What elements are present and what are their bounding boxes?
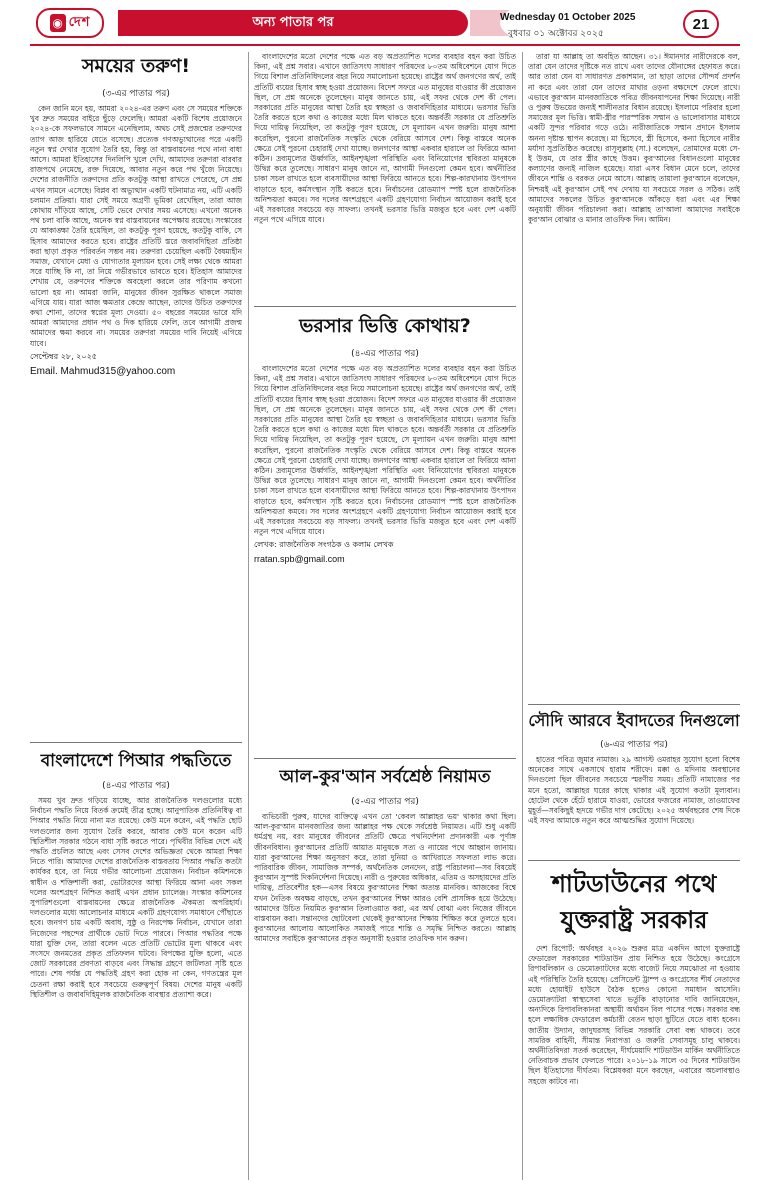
article-divider — [254, 758, 516, 759]
author-email[interactable]: Email. Mahmud315@yahoo.com — [30, 365, 176, 377]
date-english: Wednesday 01 October 2025 — [500, 12, 636, 23]
article-paragraph: কেন জানি মনে হয়, আমরা ২০২৪-এর তরুণ এবং সে সময়ের শক্তিকে খুব দ্রুত সময়ের বাইরে ছুঁড়ে ফেলেছি। আমরা একটি বিশেষ প্রয়োজনে ২০২৪-কে সফলভাবে সামনে এনেছিলাম, অথচ সেই প্রজন্মের তরুণদের ত্যাগ আজ হারিয়ে যেতে বসেছে। প্রত্যেক গণঅভ্যুত্থানের পরে একটি নতুন স্বপ্ন দেখার সুযোগ তৈরি হয়, কিন্তু তা বাস্তবায়নের পথে নানা বাধা আসে। আমরা ইতিহাসের দিনলিপি খুলে দেখি, আমাদের তরুণরা বারবার রাজপথে নেমেছে, রক্ত দিয়েছে, আবার নতুন করে পথ খুঁজে নিয়েছে। দেশের রাজনীতি তরুণদের প্রতি কতটুকু আস্থা রাখতে পেরেছে, সে প্রশ্ন এখন সামনে এসেছে। বিপ্লব বা অভ্যুত্থান একটি ঘটনামাত্র নয়, এটি একটি চলমান প্রক্রিয়া। যারা সেই সময়ে অগ্রণী ভূমিকা রেখেছিল, তারা আজ কোথায় দাঁড়িয়ে আছে, সেটি ভেবে দেখার সময় এসেছে। এখনো অনেক পথ চলা বাকি আছে, অনেক স্বপ্ন বাস্তবায়নের অপেক্ষায় রয়েছে। সংস্কারের যে আকাঙ্ক্ষা তৈরি হয়েছিল, তা কতটুকু পূরণ হয়েছে, কতটুকু বাকি, সে হিসাব আমাদের করতে হবে। রাষ্ট্রের প্রতিটি স্তরে জবাবদিহিতা প্রতিষ্ঠা করা ছাড়া প্রকৃত পরিবর্তন সম্ভব নয়। তরুণরা চেয়েছিল একটি বৈষম্যহীন সমাজ, যেখানে মেধা ও যোগ্যতার মূল্যায়ন হবে। সেই লক্ষ্য থেকে আমরা সরে যাচ্ছি কি না, তা নিয়ে গভীরভাবে ভাবতে হবে। ইতিহাস আমাদের শেখায় যে, তরুণদের শক্তিকে অবহেলা করলে তার পরিণাম কখনো ভালো হয় না। আমরা জানি, মানুষের জীবন সুরক্ষিত থাকলে সমাজ এগিয়ে যায়। যারা আজ ক্ষমতার কেন্দ্রে আছেন, তাদের উচিত তরুণদের কথা শোনা, তাদের স্বপ্নের মূল্য দেওয়া। ৫০ বছরের সময়ের ভারে যদি আমরা আমাদের প্রধান পথ ও দিক হারিয়ে ফেলি, তবে আগামী প্রজন্ম আমাদের ক্ষমা করবে না। সময়ের তরুণরা সময়ের দাবি নিয়েই এগিয়ে যাবে। — [30, 104, 242, 348]
article-saudi-ibadat — [528, 708, 740, 858]
article-date: সেপ্টেম্বর ২৮, ২০২৫ — [30, 351, 97, 361]
article-paragraph: তারা যা আল্লাহ তা অবহিত আছেন। ৩১। ঈমানদার নারীদেরকে বল, তারা যেন তাদের দৃষ্টিকে নত রাখে এবং তাদের যৌনাঙ্গের হেফাযত করে। আর তারা যেন যা সাধারণত প্রকাশমান, তা ছাড়া তাদের সৌন্দর্য প্রদর্শন না করে এবং তারা যেন তাদের মাথার ওড়না বক্ষদেশে ফেলে রাখে। এভাবে কুর'আন মানবজাতিকে পবিত্র জীবনযাপনের শিক্ষা দিয়েছে। নারী ও পুরুষ উভয়ের জন্যই শালীনতার বিধান রয়েছে। ইসলামে পরিবার হলো সমাজের মূল ভিত্তি। স্বামী-স্ত্রীর পারস্পরিক সম্মান ও ভালোবাসার মাধ্যমে একটি সুন্দর পরিবার গড়ে ওঠে। নারীজাতিকে সম্মান প্রদানে ইসলাম অনন্য দৃষ্টান্ত স্থাপন করেছে। মা হিসেবে, স্ত্রী হিসেবে, কন্যা হিসেবে নারীর মর্যাদা সুপ্রতিষ্ঠিত করেছে। রাসূলুল্লাহ (সা.) বলেছেন, তোমাদের মধ্যে সে-ই উত্তম, যে তার স্ত্রীর কাছে উত্তম। কুর'আনের বিধানগুলো মানুষের কল্যাণের জন্যই নাজিল হয়েছে। যারা এসব বিধান মেনে চলে, তাদের জীবনে শান্তি ও বরকত নেমে আসে। আল্লাহ তায়ালা কুর'আনে বলেছেন, নিশ্চয়ই এই কুর'আন সেই পথ দেখায় যা সবচেয়ে সরল ও সঠিক। তাই আমাদের সকলের উচিত কুর'আনকে আঁকড়ে ধরা এবং এর শিক্ষা অনুযায়ী জীবন পরিচালনা করা। আল্লাহ তা'আলা আমাদের সবাইকে কুর'আন বোঝার ও মানার তাওফিক দিন। আমিন। — [528, 52, 740, 225]
page-header — [0, 0, 770, 46]
article-title[interactable]: সৌদি আরবে ইবাদতের দিনগুলো — [528, 711, 740, 730]
page-number: 21 — [683, 10, 719, 38]
article-divider — [528, 704, 740, 705]
continued-label: (৫-এর পাতার পর) — [351, 797, 419, 807]
author-email[interactable]: rratan.spb@gmail.com — [254, 554, 345, 565]
author-credit: লেখক: রাজনৈতিক সংগঠক ও কলাম লেখক — [254, 540, 394, 550]
article-paragraph: বাংলাদেশের মতো দেশের পক্ষে এত বড় অপ্রত্যাশিত দলের ব্যবহার বহন করা উচিত কিনা, এই প্রশ্ন সবার। এখানে জাতিসংঘ সাধারণ পরিষদের ৮০তম অধিবেশনে যোগ দিতে গিয়ে বিশাল প্রতিনিধিদলের বহর নিয়ে সমালোচনা হয়েছে। রাষ্ট্রের অর্থ জনগণের অর্থ, তাই প্রতিটি ব্যয়ের হিসাব স্বচ্ছ হওয়া প্রয়োজন। বিদেশ সফরে এত মানুষের যাওয়ার কী প্রয়োজন ছিল, সে প্রশ্ন অনেকে তুলেছেন। মানুষ জানতে চায়, এই সফর থেকে দেশ কী পেল। সরকারের প্রতি মানুষের আস্থা তৈরি হয় স্বচ্ছতা ও জবাবদিহিতার মাধ্যমে। ভরসার ভিত্তি তৈরি করতে হলে কথা ও কাজের মধ্যে মিল থাকতে হবে। অন্তর্বর্তী সরকার যে প্রতিশ্রুতি দিয়ে দায়িত্ব নিয়েছিল, তা কতটুকু পূরণ হয়েছে, সে মূল্যায়ন এখন জরুরি। মানুষ আশা করেছিল, পুরনো রাজনৈতিক সংস্কৃতি থেকে বেরিয়ে আসবে দেশ। কিন্তু বাস্তবে অনেক ক্ষেত্রে সেই পুরনো চেহারাই দেখা যাচ্ছে। জনগণের আস্থা একবার হারালে তা ফিরিয়ে আনা কঠিন। দ্রব্যমূল্যের ঊর্ধ্বগতি, আইনশৃঙ্খলা পরিস্থিতি এবং বিনিয়োগের স্থবিরতা মানুষকে উদ্বিগ্ন করে তুলেছে। সাধারণ মানুষ জানে না, আগামী দিনগুলো কেমন হবে। অর্থনীতির চাকা সচল রাখতে হলে ব্যবসায়ীদের আস্থা ফিরিয়ে আনতে হবে। শিল্প-কারখানায় উৎপাদন বাড়াতে হবে, কর্মসংস্থান সৃষ্টি করতে হবে। নির্বাচনের রোডম্যাপ স্পষ্ট হলে রাজনৈতিক অনিশ্চয়তা কমবে। সব দলের অংশগ্রহণে একটি গ্রহণযোগ্য নির্বাচন আয়োজন করাই হবে এই সরকারের সবচেয়ে বড় সাফল্য। তখনই ভরসার ভিত্তি মজবুত হবে এবং দেশ একটি নতুন পথে এগিয়ে যাবে। — [254, 364, 516, 537]
article-pr-system — [30, 748, 242, 1180]
article-divider — [30, 742, 242, 743]
article-body — [254, 52, 516, 225]
section-title: অন্য পাতার পর — [252, 14, 334, 30]
article-divider — [254, 306, 516, 307]
article-body — [528, 52, 740, 225]
article-title[interactable]: বাংলাদেশে পিআর পদ্ধতিতে — [40, 751, 232, 771]
article-body — [528, 944, 740, 1087]
section-bar — [118, 10, 468, 36]
continued-label: (৩-এর পাতার পর) — [102, 89, 170, 99]
header-divider — [30, 44, 740, 46]
article-body — [528, 755, 740, 826]
continued-label: (৬-এর পাতার পর) — [600, 740, 668, 750]
article-divider — [528, 860, 740, 861]
article-al-quran — [254, 764, 516, 1180]
logo-mark-icon: ◉ — [50, 14, 66, 32]
article-continuation-top — [254, 52, 516, 304]
article-paragraph: ব্যভিচারী পুরুষ, যাদের ব্যক্তিত্বে এখন তো 'কেবল আল্লাহর ভয়' থাকার কথা ছিল। আল-কুর'আন মানবজাতির জন্য আল্লাহর পক্ষ থেকে সর্বশ্রেষ্ঠ নিয়ামত। এটি শুধু একটি ধর্মগ্রন্থ নয়, বরং মানুষের জীবনের প্রতিটি ক্ষেত্রে পথনির্দেশনা প্রদানকারী এক পূর্ণাঙ্গ জীবনবিধান। কুর'আনের প্রতিটি আয়াত মানুষকে সত্য ও ন্যায়ের পথে আহ্বান জানায়। যারা কুর'আনের শিক্ষা অনুসরণ করে, তারা দুনিয়া ও আখিরাতে সফলতা লাভ করে। পারিবারিক জীবন, সামাজিক সম্পর্ক, অর্থনৈতিক লেনদেন, রাষ্ট্র পরিচালনা—সব বিষয়েই কুর'আন সুস্পষ্ট দিকনির্দেশনা দিয়েছে। নারী ও পুরুষের অধিকার, এতিম ও অসহায়দের প্রতি দায়িত্ব, প্রতিবেশীর হক—এসব বিষয়ে কুর'আনের শিক্ষা অত্যন্ত মানবিক। আজকের বিশ্বে যখন নৈতিক অবক্ষয় বাড়ছে, তখন কুর'আনের শিক্ষা আরও বেশি প্রাসঙ্গিক হয়ে উঠেছে। আমাদের উচিত নিয়মিত কুর'আন তিলাওয়াত করা, এর অর্থ বোঝা এবং নিজের জীবনে বাস্তবায়ন করা। সন্তানদের ছোটবেলা থেকেই কুর'আনের শিক্ষায় শিক্ষিত করে তুলতে হবে। কুর'আনের আলোয় আলোকিত সমাজই পারে শান্তি ও সমৃদ্ধি নিশ্চিত করতে। আল্লাহ আমাদের সবাইকে কুর'আনের প্রকৃত অনুসারী হওয়ার তাওফিক দান করুন। — [254, 812, 516, 944]
date-bangla: বুধবার ০১ অক্টোবর ২০২৫ — [508, 29, 604, 39]
logo-text: দেশ — [68, 14, 91, 30]
article-title[interactable]: ভরসার ভিত্তি কোথায়? — [299, 315, 471, 337]
article-paragraph: বাংলাদেশের মতো দেশের পক্ষে এত বড় অপ্রত্যাশিত দলের ব্যবহার বহন করা উচিত কিনা, এই প্রশ্ন সবার। এখানে জাতিসংঘ সাধারণ পরিষদের ৮০তম অধিবেশনে যোগ দিতে গিয়ে বিশাল প্রতিনিধিদলের বহর নিয়ে সমালোচনা হয়েছে। রাষ্ট্রের অর্থ জনগণের অর্থ, তাই প্রতিটি ব্যয়ের হিসাব স্বচ্ছ হওয়া প্রয়োজন। বিদেশ সফরে এত মানুষের যাওয়ার কী প্রয়োজন ছিল, সে প্রশ্ন অনেকে তুলেছেন। মানুষ জানতে চায়, এই সফর থেকে দেশ কী পেল। সরকারের প্রতি মানুষের আস্থা তৈরি হয় স্বচ্ছতা ও জবাবদিহিতার মাধ্যমে। ভরসার ভিত্তি তৈরি করতে হলে কথা ও কাজের মধ্যে মিল থাকতে হবে। অন্তর্বর্তী সরকার যে প্রতিশ্রুতি দিয়ে দায়িত্ব নিয়েছিল, তা কতটুকু পূরণ হয়েছে, সে মূল্যায়ন এখন জরুরি। মানুষ আশা করেছিল, পুরনো রাজনৈতিক সংস্কৃতি থেকে বেরিয়ে আসবে দেশ। কিন্তু বাস্তবে অনেক ক্ষেত্রে সেই পুরনো চেহারাই দেখা যাচ্ছে। জনগণের আস্থা একবার হারালে তা ফিরিয়ে আনা কঠিন। দ্রব্যমূল্যের ঊর্ধ্বগতি, আইনশৃঙ্খলা পরিস্থিতি এবং বিনিয়োগের স্থবিরতা মানুষকে উদ্বিগ্ন করে তুলেছে। সাধারণ মানুষ জানে না, আগামী দিনগুলো কেমন হবে। অর্থনীতির চাকা সচল রাখতে হলে ব্যবসায়ীদের আস্থা ফিরিয়ে আনতে হবে। শিল্প-কারখানায় উৎপাদন বাড়াতে হবে, কর্মসংস্থান সৃষ্টি করতে হবে। নির্বাচনের রোডম্যাপ স্পষ্ট হলে রাজনৈতিক অনিশ্চয়তা কমবে। সব দলের অংশগ্রহণে একটি গ্রহণযোগ্য নির্বাচন আয়োজন করাই হবে এই সরকারের সবচেয়ে বড় সাফল্য। তখনই ভরসার ভিত্তি মজবুত হবে এবং দেশ একটি নতুন পথে এগিয়ে যাবে। — [254, 52, 516, 225]
article-body — [30, 104, 242, 349]
article-paragraph: দেশ রিপোর্ট: অর্থবছর ২০২৬ শুরুর মাত্র একদিন আগে যুক্তরাষ্ট্রে ফেডারেল সরকারের শাটডাউন প্রায় নিশ্চিত হয়ে উঠেছে। কংগ্রেসে রিপাবলিকান ও ডেমোক্র্যাটদের মধ্যে বাজেট নিয়ে সমঝোতা না হওয়ায় এই পরিস্থিতি তৈরি হয়েছে। প্রেসিডেন্ট ট্রাম্প ও কংগ্রেসের শীর্ষ নেতাদের মধ্যে হোয়াইট হাউসে বৈঠক হলেও কোনো সমাধান আসেনি। ডেমোক্র্যাটরা স্বাস্থ্যসেবা খাতে ভর্তুকি বাড়ানোর দাবি জানিয়েছেন, অন্যদিকে রিপাবলিকানরা অস্থায়ী অর্থায়ন বিল পাসের পক্ষে। সরকার বন্ধ হলে লক্ষাধিক ফেডারেল কর্মচারী বেতন ছাড়া ছুটিতে যেতে বাধ্য হবেন। জাতীয় উদ্যান, জাদুঘরসহ বিভিন্ন সরকারি সেবা বন্ধ থাকবে। তবে সামরিক বাহিনী, সীমান্ত নিরাপত্তা ও জরুরি সেবাসমূহ চালু থাকবে। অর্থনীতিবিদরা সতর্ক করেছেন, দীর্ঘমেয়াদি শাটডাউন মার্কিন অর্থনীতিতে নেতিবাচক প্রভাব ফেলতে পারে। ২০১৮-১৯ সালে ৩৫ দিনের শাটডাউন ছিল ইতিহাসের দীর্ঘতম। বিশ্লেষকরা মনে করছেন, এবারের অচলাবস্থাও সহজে কাটবে না। — [528, 944, 740, 1086]
article-us-shutdown — [528, 866, 740, 1180]
article-title[interactable]: সময়ের তরুণ! — [82, 55, 190, 77]
column-rule-1 — [248, 52, 249, 1180]
article-body — [254, 364, 516, 537]
article-title[interactable]: শাটডাউনের পথে যুক্তরাষ্ট্র সরকার — [551, 870, 717, 934]
article-paragraph: হাতের পবিত্র জুমার নামাজ। ২৯ আগস্ট ওমরাহর সুযোগ হলো বিশেষ অনেকের সাথে একসাথে হারাম শরীফে। মক্কা ও মদিনায় অবস্থানের দিনগুলো ছিল জীবনের সবচেয়ে স্মরণীয় সময়। প্রতিটি নামাজের পর মনে হতো, আল্লাহর ঘরের কাছে থাকার এই সুযোগ কতটা মূল্যবান। হোটেল থেকে হেঁটে হারামে যাওয়া, ভোরের ফজরের নামাজ, তাওয়াফের মুহূর্ত—সবকিছুই হৃদয়ে গভীর দাগ কেটেছে। ২০২৫ অর্থবছরের শেষ দিকে এই সফর আমাকে নতুন করে আত্মশুদ্ধির সুযোগ দিয়েছে। — [528, 755, 740, 826]
article-quran-continued — [528, 52, 740, 702]
article-body — [254, 812, 516, 945]
article-somoyer-torun — [30, 52, 242, 742]
column-rule-2 — [522, 52, 523, 1180]
newspaper-logo[interactable] — [36, 8, 104, 38]
article-bhorsar-bhitti — [254, 312, 516, 752]
continued-label: (৪-এর পাতার পর) — [102, 781, 170, 791]
article-paragraph: সময় খুব দ্রুত গড়িয়ে যাচ্ছে, আর রাজনৈতিক দলগুলোর মধ্যে নির্বাচন পদ্ধতি নিয়ে বিতর্ক ক্রমেই তীব্র হচ্ছে। আনুপাতিক প্রতিনিধিত্ব বা পিআর পদ্ধতি নিয়ে নানা মত রয়েছে। কেউ মনে করেন, এই পদ্ধতি ছোট দলগুলোর জন্য সুযোগ তৈরি করবে, আবার কেউ মনে করেন এটি স্থিতিশীল সরকার গঠনে বাধা সৃষ্টি করতে পারে। পৃথিবীর বিভিন্ন দেশে এই পদ্ধতি প্রচলিত আছে এবং সেসব দেশের অভিজ্ঞতা থেকে আমরা শিক্ষা নিতে পারি। আমাদের দেশের রাজনৈতিক বাস্তবতায় পিআর পদ্ধতি কতটা কার্যকর হবে, তা নিয়ে গভীর আলোচনা প্রয়োজন। নির্বাচন কমিশনকে স্বাধীন ও শক্তিশালী করা, ভোটারদের আস্থা ফিরিয়ে আনা এবং সকল দলের অংশগ্রহণ নিশ্চিত করাই এখন প্রধান চ্যালেঞ্জ। সংস্কার কমিশনের সুপারিশগুলো বাস্তবায়নের ক্ষেত্রে রাজনৈতিক ঐকমত্য অপরিহার্য। দলগুলোর মধ্যে আলোচনার মাধ্যমে একটি গ্রহণযোগ্য সমাধানে পৌঁছাতে হবে। জনগণ চায় একটি অবাধ, সুষ্ঠু ও নিরপেক্ষ নির্বাচন, যেখানে তারা নিজেদের পছন্দের প্রার্থীকে ভোট দিতে পারবে। পিআর পদ্ধতির পক্ষে যারা যুক্তি দেন, তারা বলেন এতে প্রতিটি ভোটের মূল্য থাকবে এবং সংসদে জনমতের প্রকৃত প্রতিফলন ঘটবে। বিপক্ষের যুক্তি হলো, এতে জোট সরকারের প্রবণতা বাড়বে এবং সিদ্ধান্ত গ্রহণে জটিলতা সৃষ্টি হতে পারে। শেষ পর্যন্ত যে পদ্ধতিই গ্রহণ করা হোক না কেন, গণতন্ত্রের মূল চেতনা রক্ষা করাই হবে সবচেয়ে গুরুত্বপূর্ণ বিষয়। দেশের মানুষ একটি স্থিতিশীল ও জবাবদিহিমূলক রাজনৈতিক ব্যবস্থার প্রত্যাশা করে। — [30, 796, 242, 999]
continued-label: (৪-এর পাতার পর) — [351, 349, 419, 359]
article-title[interactable]: আল-কুর'আন সর্বশ্রেষ্ঠ নিয়ামত — [279, 767, 491, 787]
article-body — [30, 796, 242, 1000]
